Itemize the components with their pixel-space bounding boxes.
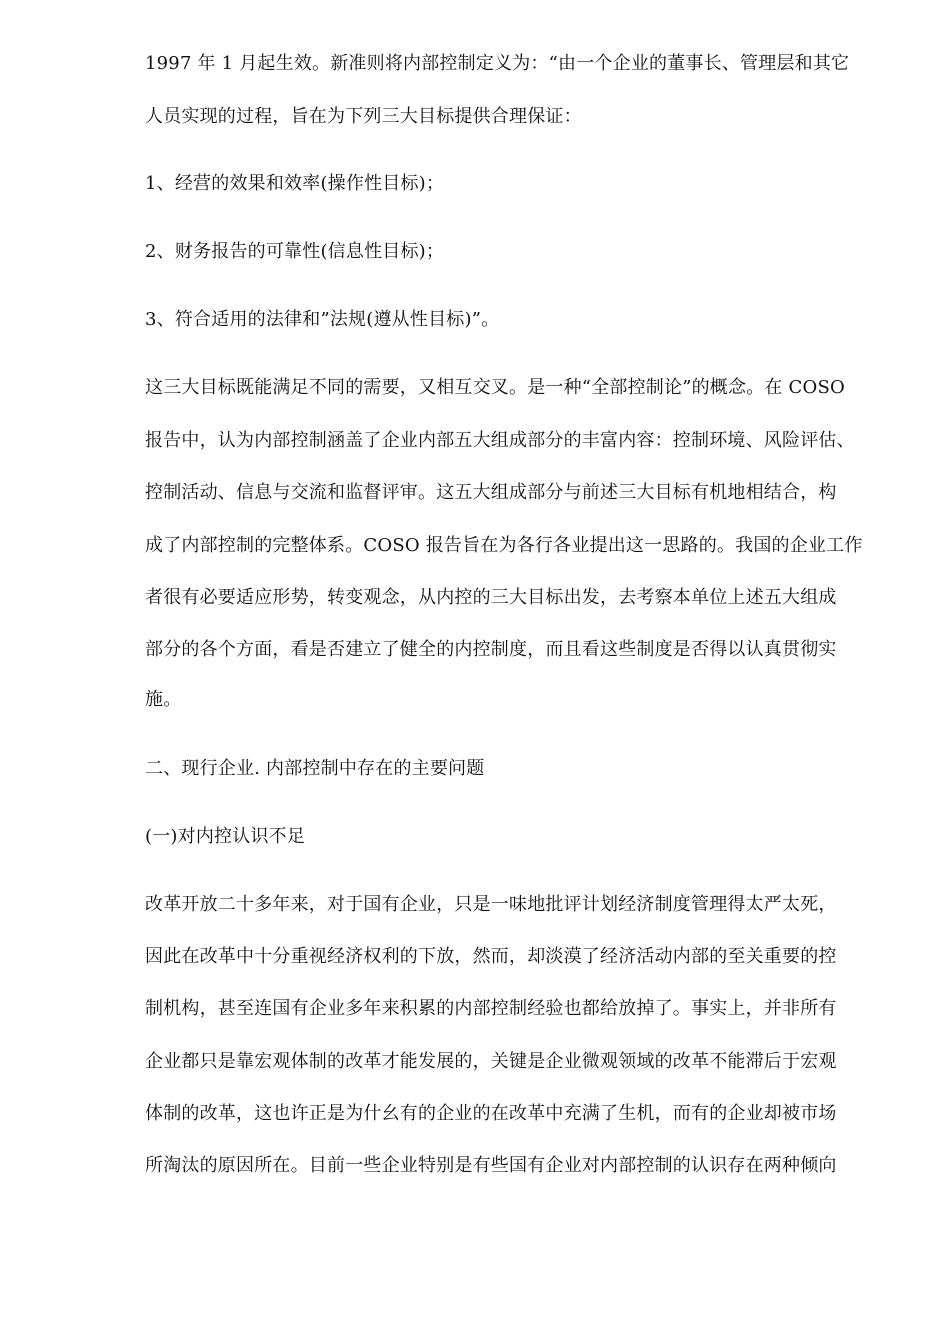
text-line: 控制活动、信息与交流和监督评审。这五大组成部分与前述三大目标有机地相结合，构 — [145, 482, 837, 503]
list-item: 3、符合适用的法律和”法规(遵从性目标)”。 — [145, 309, 500, 330]
text-line: 1997 年 1 月起生效。新准则将内部控制定义为：“由一个企业的董事长、管理层和其它 — [145, 53, 850, 74]
text-line: 这三大目标既能满足不同的需要，又相互交叉。是一种“全部控制论”的概念。在 COSO — [145, 377, 845, 398]
subsection-heading: (一)对内控认识不足 — [145, 826, 306, 847]
text-line: 因此在改革中十分重视经济权利的下放，然而，却淡漠了经济活动内部的至关重要的控 — [145, 946, 837, 967]
list-item: 1、经营的效果和效率(操作性目标)； — [145, 173, 445, 194]
list-item: 2、财务报告的可靠性(信息性目标)； — [145, 241, 445, 262]
text-line: 所淘汰的原因所在。目前一些企业特别是有些国有企业对内部控制的认识存在两种倾向 — [145, 1155, 837, 1176]
text-line: 企业都只是靠宏观体制的改革才能发展的，关键是企业微观领域的改革不能滞后于宏观 — [145, 1051, 837, 1072]
text-line: 部分的各个方面，看是否建立了健全的内控制度，而且看这些制度是否得以认真贯彻实 — [145, 639, 837, 660]
text-line: 改革开放二十多年来，对于国有企业，只是一味地批评计划经济制度管理得太严太死， — [145, 894, 837, 915]
section-heading: 二、现行企业. 内部控制中存在的主要问题 — [145, 758, 485, 779]
text-line: 报告中，认为内部控制涵盖了企业内部五大组成部分的丰富内容：控制环境、风险评估、 — [145, 430, 855, 451]
text-line: 人员实现的过程，旨在为下列三大目标提供合理保证： — [145, 106, 582, 127]
text-line: 体制的改革，这也许正是为什幺有的企业的在改革中充满了生机，而有的企业却被市场 — [145, 1103, 837, 1124]
text-line: 施。 — [145, 689, 182, 710]
text-line: 成了内部控制的完整体系。COSO 报告旨在为各行各业提出这一思路的。我国的企业工作 — [145, 535, 863, 556]
text-line: 制机构，甚至连国有企业多年来积累的内部控制经验也都给放掉了。事实上，并非所有 — [145, 998, 837, 1019]
text-line: 者很有必要适应形势，转变观念，从内控的三大目标出发，去考察本单位上述五大组成 — [145, 587, 837, 608]
